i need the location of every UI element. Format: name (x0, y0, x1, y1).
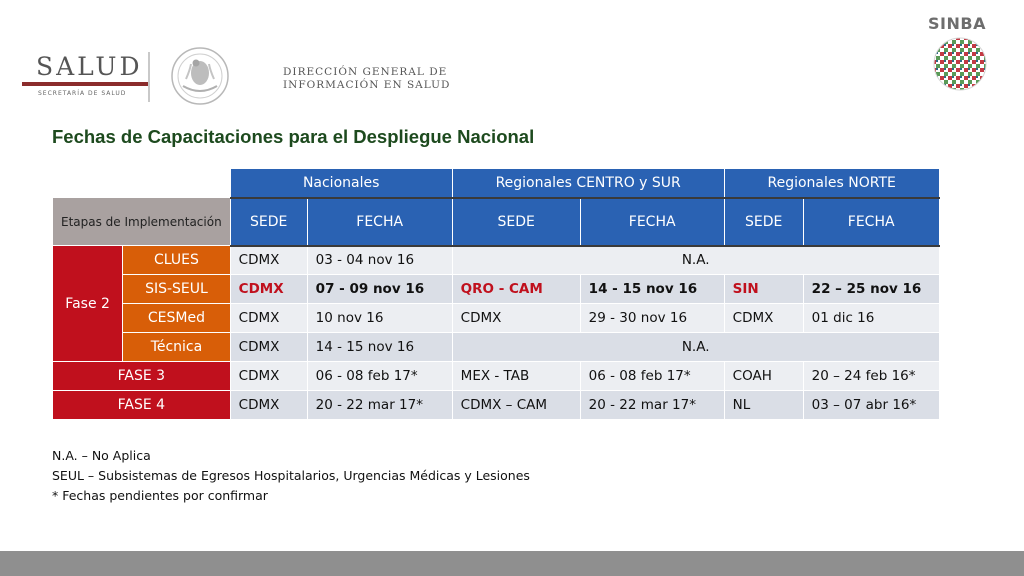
n-sede-cell: NL (724, 391, 803, 420)
agency-name-line1: DIRECCIÓN GENERAL DE (283, 66, 448, 78)
subheader-cs-sede: SEDE (452, 198, 580, 246)
page-title: Fechas de Capacitaciones para el Despliegue Nacional (52, 126, 535, 147)
footnote-pending: * Fechas pendientes por confirmar (52, 488, 268, 503)
n-fecha-cell: 03 – 07 abr 16* (803, 391, 939, 420)
nac-sede-cell: CDMX (230, 362, 307, 391)
n-sede-cell: COAH (724, 362, 803, 391)
cs-fecha-cell: 29 - 30 nov 16 (580, 304, 724, 333)
header-etapas-implementacion: Etapas de Implementación (53, 198, 231, 246)
table-row (53, 246, 940, 275)
cs-sede-cell: MEX - TAB (452, 362, 580, 391)
nac-fecha-cell: 20 - 22 mar 17* (307, 391, 452, 420)
table-row (53, 275, 940, 304)
nac-fecha-cell: 14 - 15 nov 16 (307, 333, 452, 362)
sinba-globe-icon (932, 36, 988, 92)
stage-label: CESMed (123, 304, 230, 333)
header-regionales-centro-sur: Regionales CENTRO y SUR (452, 169, 724, 198)
nac-sede-cell: CDMX (230, 304, 307, 333)
group-header-row (53, 169, 940, 198)
n-fecha-cell: 22 – 25 nov 16 (803, 275, 939, 304)
fase-2-label: Fase 2 (53, 246, 123, 362)
stage-label: Técnica (123, 333, 230, 362)
agency-name (283, 66, 450, 92)
salud-logo (20, 52, 143, 102)
subheader-nac-sede: SEDE (230, 198, 307, 246)
stage-label: CLUES (123, 246, 230, 275)
cs-sede-cell: QRO - CAM (452, 275, 580, 304)
stage-label: SIS-SEUL (123, 275, 230, 304)
n-sede-cell: SIN (724, 275, 803, 304)
footnote-seul: SEUL – Subsistemas de Egresos Hospitalarios, Urgencias Médicas y Lesiones (52, 468, 530, 483)
header-nacionales: Nacionales (230, 169, 452, 198)
blank-corner (53, 169, 231, 198)
nac-fecha-cell: 06 - 08 feb 17* (307, 362, 452, 391)
subheader-n-sede: SEDE (724, 198, 803, 246)
n-fecha-cell: 01 dic 16 (803, 304, 939, 333)
mexican-eagle-seal-icon (170, 46, 230, 106)
header-regionales-norte: Regionales NORTE (724, 169, 939, 198)
salud-logo-text: SALUD (36, 52, 143, 81)
nac-sede-cell: CDMX (230, 333, 307, 362)
table-row (53, 362, 940, 391)
not-applicable-cell: N.A. (452, 246, 939, 275)
nac-fecha-cell: 03 - 04 nov 16 (307, 246, 452, 275)
salud-logo-subtitle: SECRETARÍA DE SALUD (38, 90, 127, 97)
nac-fecha-cell: 10 nov 16 (307, 304, 452, 333)
table-row (53, 391, 940, 420)
table-row (53, 333, 940, 362)
table-row (53, 304, 940, 333)
n-fecha-cell: 20 – 24 feb 16* (803, 362, 939, 391)
fase-4-label: FASE 4 (53, 391, 231, 420)
fase-3-label: FASE 3 (53, 362, 231, 391)
cs-fecha-cell: 14 - 15 nov 16 (580, 275, 724, 304)
footer-bar (0, 551, 1024, 576)
nac-sede-cell: CDMX (230, 246, 307, 275)
training-schedule-table (52, 168, 940, 420)
n-sede-cell: CDMX (724, 304, 803, 333)
cs-fecha-cell: 20 - 22 mar 17* (580, 391, 724, 420)
footnote-na: N.A. – No Aplica (52, 448, 151, 463)
cs-fecha-cell: 06 - 08 feb 17* (580, 362, 724, 391)
subheader-n-fecha: FECHA (803, 198, 939, 246)
sinba-logo-text: SINBA (928, 14, 986, 33)
footnotes (52, 446, 530, 506)
cs-sede-cell: CDMX (452, 304, 580, 333)
slide-header (0, 0, 1024, 115)
cs-sede-cell: CDMX – CAM (452, 391, 580, 420)
salud-logo-underline (22, 82, 148, 86)
agency-name-line2: INFORMACIÓN EN SALUD (283, 79, 451, 91)
logo-divider (148, 52, 150, 102)
subheader-nac-fecha: FECHA (307, 198, 452, 246)
nac-fecha-cell: 07 - 09 nov 16 (307, 275, 452, 304)
sub-header-row (53, 198, 940, 246)
nac-sede-cell: CDMX (230, 391, 307, 420)
not-applicable-cell: N.A. (452, 333, 939, 362)
subheader-cs-fecha: FECHA (580, 198, 724, 246)
nac-sede-cell: CDMX (230, 275, 307, 304)
